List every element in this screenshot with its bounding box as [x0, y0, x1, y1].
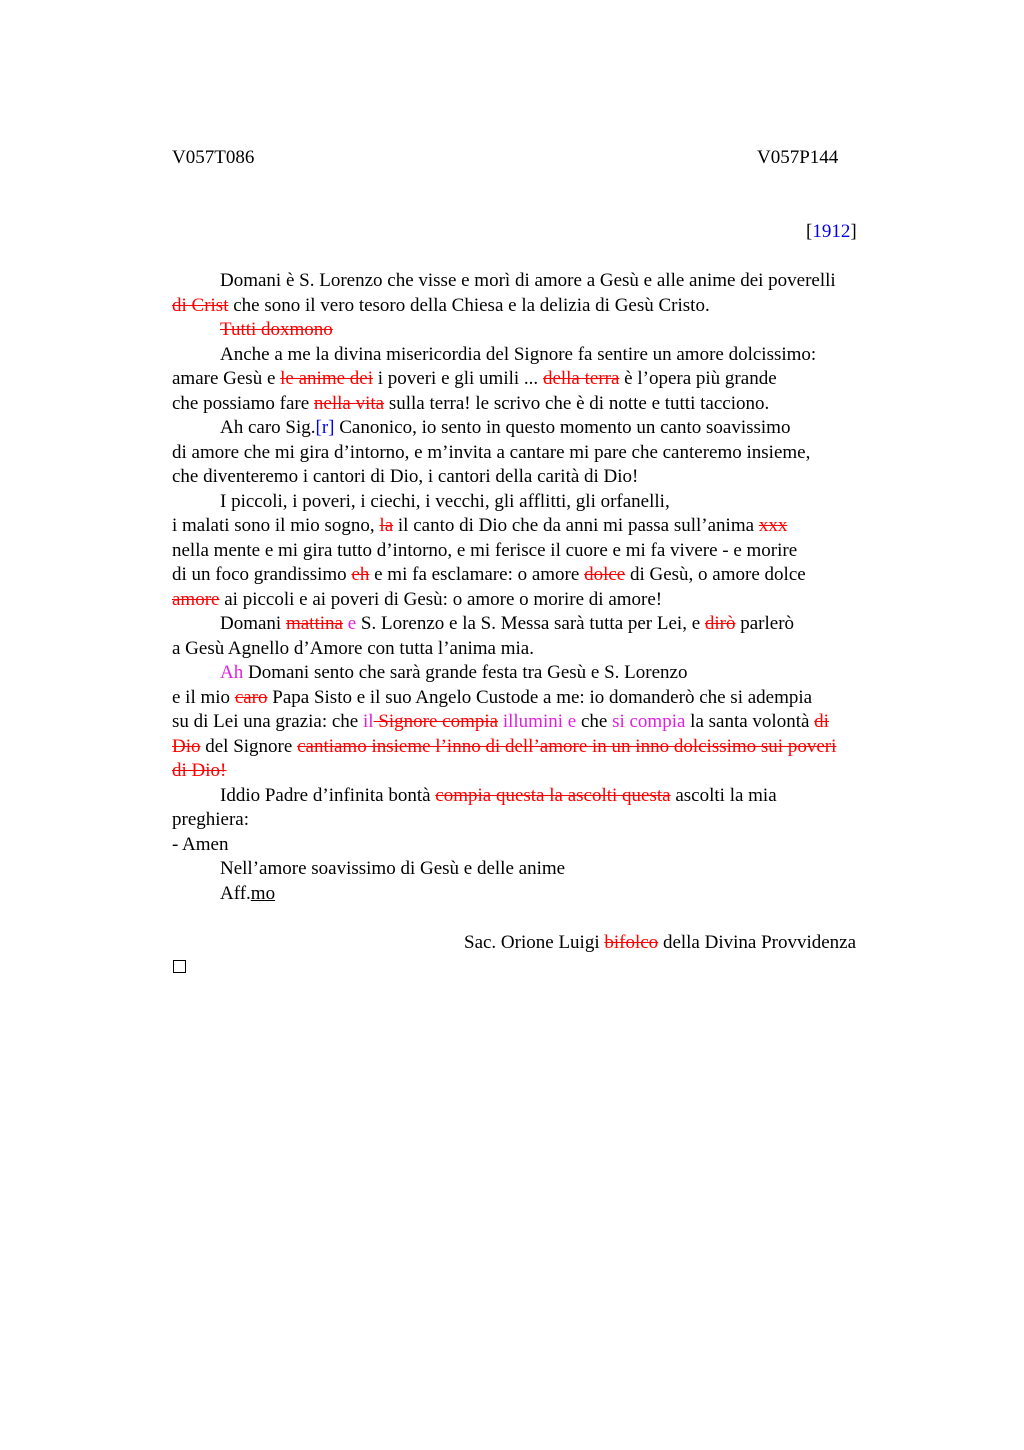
text-line: a Gesù Agnello d’Amore con tutta l’anima mia.	[172, 637, 534, 659]
deletion: eh	[351, 564, 370, 585]
deletion: amore	[172, 588, 220, 610]
text-line: di Crist che sono il vero tesoro della Chiesa e la delizia di Gesù Cristo.	[172, 294, 710, 316]
year-value: 1912	[812, 221, 851, 242]
deletion: nella vita	[313, 392, 385, 414]
deletion: di	[814, 711, 829, 732]
text-line: preghiera:	[172, 809, 250, 830]
signature-line: Sac. Orione Luigi bifolco della Divina Provvidenza	[464, 931, 857, 953]
deletion: le anime dei	[280, 368, 373, 389]
year-label: [1912]	[806, 221, 857, 242]
text-line: amare Gesù e le anime dei i poveri e gli umili ... della terra è l’opera più grande	[172, 368, 777, 389]
text-line: Anche a me la divina misericordia del Signore fa sentire un amore dolcissimo:	[220, 343, 817, 365]
spacer	[172, 906, 912, 931]
amen-line: - Amen	[172, 833, 229, 855]
text-line: Dio del Signore cantiamo insieme l’inno di dell’amore in un inno dolcissimo sui poveri	[172, 735, 837, 757]
text-line: I piccoli, i poveri, i ciechi, i vecchi, gli afflitti, gli orfanelli,	[220, 490, 670, 512]
deletion: Signore compia	[373, 711, 499, 732]
deletion: xxx	[758, 515, 788, 536]
checkbox-icon	[173, 960, 186, 973]
page-code: V057P144	[757, 147, 839, 168]
editorial-insertion: [r]	[315, 417, 335, 438]
text-line: Ah caro Sig.[r] Canonico, io sento in questo momento un canto soavissimo	[220, 417, 791, 438]
text-line: che diventeremo i cantori di Dio, i cantori della carità di Dio!	[172, 466, 639, 487]
text-line: Iddio Padre d’infinita bontà compia questa la ascolti questa ascolti la mia	[220, 784, 777, 806]
deletion: bifolco	[604, 931, 659, 953]
deletion: di Crist	[172, 294, 229, 316]
insertion: si compia	[612, 711, 686, 732]
salutation-line: Nell’amore soavissimo di Gesù e delle anime	[220, 858, 566, 879]
deletion: mattina	[285, 613, 343, 634]
insertion: Ah	[220, 662, 244, 683]
text-line: di un foco grandissimo eh e mi fa esclamare: o amore dolce di Gesù, o amore dolce	[172, 564, 806, 585]
text-line: Domani è S. Lorenzo che visse e morì di amore a Gesù e alle anime dei poverelli	[220, 270, 836, 291]
text-line: e il mio caro Papa Sisto e il suo Angelo Custode a me: io domanderò che si adempia	[172, 686, 813, 708]
text-line: Domani mattina e S. Lorenzo e la S. Messa sarà tutta per Lei, e dirò parlerò	[220, 613, 795, 634]
deletion: cantiamo insieme l’inno di dell’amore in un inno dolcissimo sui poveri	[297, 735, 837, 757]
affezionatissimo: Aff.mo	[220, 882, 276, 904]
letter-body	[172, 269, 912, 980]
deletion: Dio	[172, 735, 201, 757]
deletion: di Dio!	[172, 760, 227, 781]
text-line: nella mente e mi gira tutto d’intorno, e mi ferisce il cuore e mi fa vivere - e morire	[172, 539, 798, 561]
text-line	[172, 759, 912, 784]
end-marker	[172, 955, 912, 980]
text-line	[172, 318, 912, 343]
text-line: amore ai piccoli e ai poveri di Gesù: o amore o morire di amore!	[172, 588, 663, 610]
deletion: caro	[234, 686, 268, 708]
text-line: che possiamo fare nella vita sulla terra! le scrivo che è di notte e tutti tacciono.	[172, 392, 770, 414]
deletion: Tutti doxmono	[220, 319, 333, 340]
document-code: V057T086	[172, 147, 255, 168]
deletion: compia questa la ascolti questa	[435, 784, 671, 806]
deletion: della terra	[542, 368, 620, 389]
insertion: illumini e	[498, 711, 577, 732]
insertion: il	[362, 711, 374, 732]
text-line: Ah Domani sento che sarà grande festa tra Gesù e S. Lorenzo	[220, 662, 688, 683]
text-line: i malati sono il mio sogno, la il canto di Dio che da anni mi passa sull’anima xxx	[172, 515, 788, 536]
deletion: la	[379, 515, 394, 536]
deletion: dirò	[704, 613, 736, 634]
deletion: dolce	[584, 564, 626, 585]
text-line: su di Lei una grazia: che il Signore compia illumini e che si compia la santa volontà di	[172, 711, 829, 732]
insertion: e	[342, 613, 357, 634]
text-line: di amore che mi gira d’intorno, e m’invita a cantare mi pare che canteremo insieme,	[172, 441, 811, 463]
